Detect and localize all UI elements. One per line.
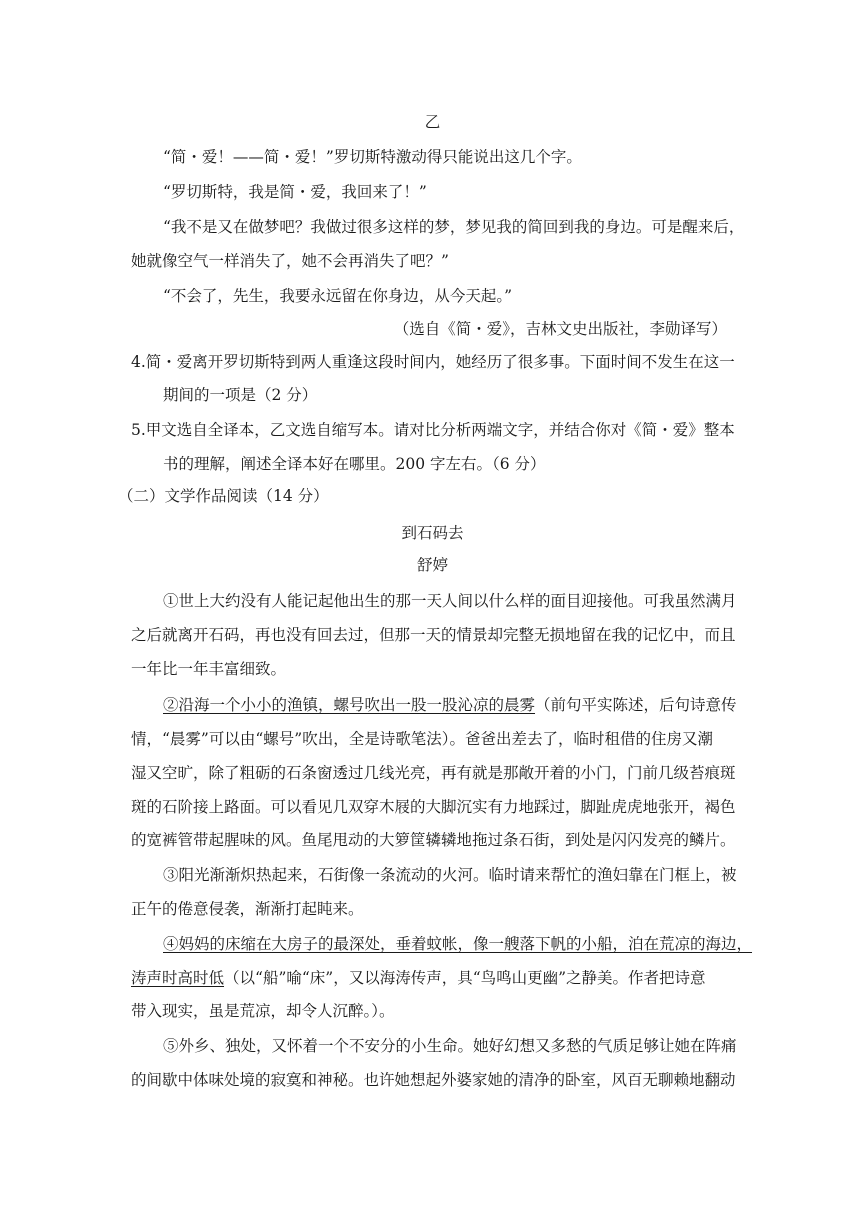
paragraph-line: 斑的石阶接上路面。可以看见几双穿木屐的大脚沉实有力地踩过，脚趾虎虎地张开，褐色 [131,798,736,816]
question-5-continued: 书的理解，阐述全译本好在哪里。200 字左右。（6 分） [163,455,546,473]
source-citation: （选自《简・爱》，吉林文史出版社，李勋译写） [393,320,727,338]
paragraph-line: 情，“晨雾”可以由“螺号”吹出，全是诗歌笔法）。爸爸出差去了，临时租借的住房又潮 [131,730,713,748]
dialogue-line: 她就像空气一样消失了，她不会再消失了吧？” [131,252,449,270]
paragraph-line [163,694,737,716]
annotation: （以“船”喻“床”，又以海涛传声，具“鸟鸣山更幽”之静美。作者把诗意 [224,969,706,987]
paragraph-line: ③阳光渐渐炽热起来，石街像一条流动的火河。临时请来帮忙的渔妇靠在门框上，被 [163,866,737,884]
underlined-sentence: ④妈妈的床缩在大房子的最深处，垂着蚊帐，像一艘落下帆的小船，泊在荒凉的海边， [163,935,753,953]
paragraph-line: 之后就离开石码，再也没有回去过，但那一天的情景却完整无损地留在我的记忆中，而且 [131,626,736,644]
dialogue-line: “简・爱！——简・爱！”罗切斯特激动得只能说出这几个字。 [163,148,582,166]
paragraph-line: 湿又空旷，除了粗砺的石条窗透过几线光亮，再有就是那敞开着的小门，门前几级苔痕斑 [131,764,736,782]
paragraph-line: ⑤外乡、独处，又怀着一个不安分的小生命。她好幻想又多愁的气质足够让她在阵痛 [163,1037,737,1055]
article-title: 到石码去 [401,524,464,542]
paragraph-line [131,967,706,989]
underlined-sentence: 涛声时高时低 [131,969,225,987]
paragraph-line: 正午的倦意侵袭，渐渐打起盹来。 [131,900,364,918]
paragraph-line: ①世上大约没有人能记起他出生的那一天人间以什么样的面目迎接他。可我虽然满月 [163,592,737,610]
annotation: （前句平实陈述，后句诗意传 [535,696,737,714]
paragraph-line [163,933,752,955]
paragraph-line: 带入现实，虽是荒凉，却令人沉醉。）。 [131,1002,395,1020]
dialogue-line: “罗切斯特，我是简・爱，我回来了！” [163,183,427,201]
section-heading-yi: 乙 [424,113,441,131]
underlined-sentence: ②沿海一个小小的渔镇，螺号吹出一股一股沁凉的晨雾 [163,696,536,714]
section-heading-two: （二）文学作品阅读（14 分） [118,487,329,505]
paragraph-line: 的间歇中体味处境的寂寞和神秘。也许她想起外婆家她的清净的卧室，风百无聊赖地翻动 [131,1071,736,1089]
question-5: 5.甲文选自全译本，乙文选自缩写本。请对比分析两端文字，并结合你对《简・爱》整本 [131,421,735,439]
paragraph-line: 一年比一年丰富细致。 [131,660,287,678]
paragraph-line: 的宽裤管带起腥味的风。鱼尾甩动的大箩筐辚辚地拖过条石街，到处是闪闪发亮的鳞片。 [131,831,736,849]
dialogue-line: “不会了，先生，我要永远留在你身边，从今天起。” [163,287,513,305]
question-4-continued: 期间的一项是（2 分） [163,386,318,404]
question-4: 4.简・爱离开罗切斯特到两人重逢这段时间内，她经历了很多事。下面时间不发生在这一 [131,353,735,371]
article-author: 舒婷 [416,556,448,574]
dialogue-line: “我不是又在做梦吧？我做过很多这样的梦，梦见我的简回到我的身边。可是醒来后， [163,218,745,236]
